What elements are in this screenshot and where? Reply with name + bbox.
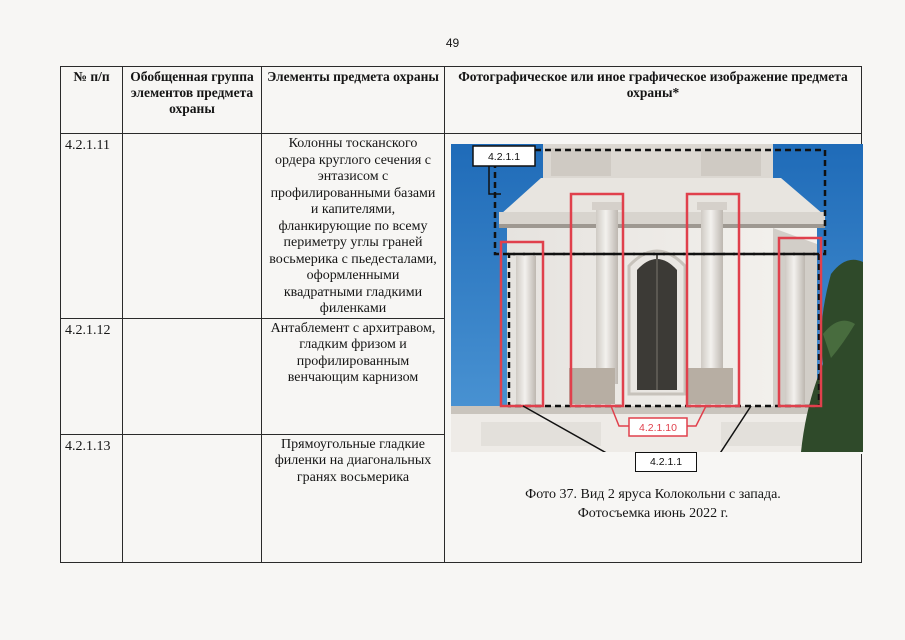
caption-line-1: Фото 37. Вид 2 яруса Колокольни с запада.	[525, 487, 781, 502]
row-number: 4.2.1.11	[61, 134, 123, 319]
photo-illustration	[451, 144, 863, 454]
photo-caption	[445, 485, 861, 523]
row-group	[123, 434, 262, 562]
bell-tower-photo	[451, 144, 863, 468]
row-elements: Прямоугольные гладкие филенки на диагональных гранях восьмерика	[262, 434, 445, 562]
row-elements: Колонны тосканского ордера круглого сечения с энтазисом с профилированными базами и капителями, фланкирующие по всему периметру углы граней восьмерика с пьедесталами, оформленными квадратными гладкими филенками	[262, 134, 445, 319]
table-row	[61, 134, 862, 319]
row-elements: Антаблемент с архитравом, гладким фризом и профилированным венчающим карнизом	[262, 318, 445, 434]
row-number: 4.2.1.12	[61, 318, 123, 434]
label-bottom-box	[635, 452, 697, 472]
header-photo: Фотографическое или иное графическое изображение предмета охраны*	[445, 67, 862, 134]
header-num: № п/п	[61, 67, 123, 134]
table-header-row	[61, 67, 862, 134]
row-group	[123, 318, 262, 434]
row-number: 4.2.1.13	[61, 434, 123, 562]
row-group	[123, 134, 262, 319]
page-number: 49	[445, 36, 460, 50]
header-elements: Элементы предмета охраны	[262, 67, 445, 134]
photo-cell	[445, 134, 862, 563]
label-red: 4.2.1.10	[639, 422, 677, 434]
header-group: Обобщенная группа элементов предмета охраны	[123, 67, 262, 134]
label-bottom: 4.2.1.1	[649, 456, 683, 468]
label-top: 4.2.1.1	[487, 151, 521, 163]
heritage-table	[60, 66, 862, 563]
caption-line-2: Фотосъемка июнь 2022 г.	[577, 506, 729, 521]
